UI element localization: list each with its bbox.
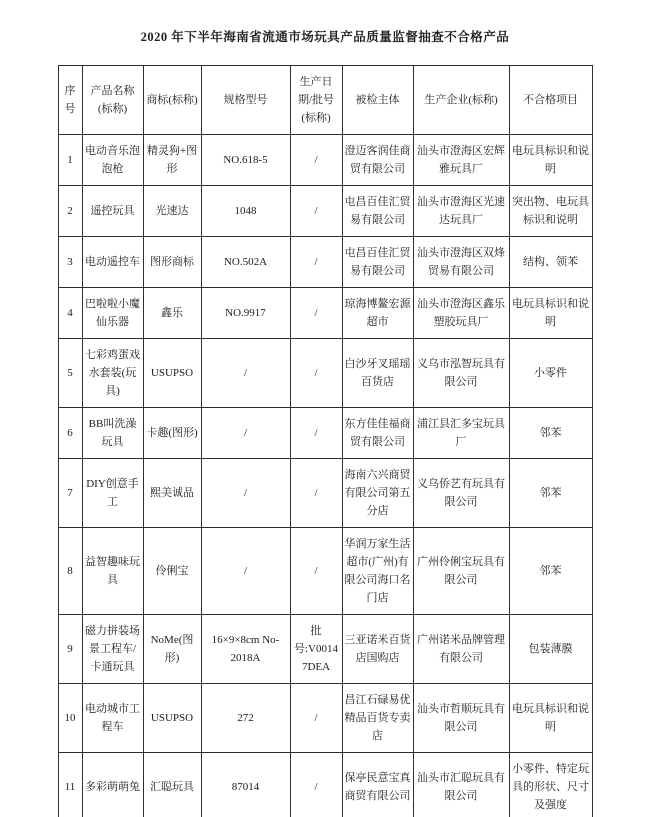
column-header-producer: 生产企业(标称) [413,66,509,135]
table-row [58,528,592,615]
table-row [58,753,592,817]
cell-subject: 白沙牙叉瑶瑶百货店 [342,339,413,408]
cell-batch: / [290,339,342,408]
cell-subject: 屯昌百佳汇贸易有限公司 [342,186,413,237]
cell-producer: 汕头市澄海区宏辉雅玩具厂 [413,135,509,186]
cell-producer: 汕头市澄海区双烽贸易有限公司 [413,237,509,288]
cell-defect: 小零件 [509,339,592,408]
column-header-model: 规格型号 [201,66,290,135]
table-row [58,615,592,684]
cell-serial-number: 6 [58,408,82,459]
cell-brand: 光速达 [143,186,201,237]
cell-serial-number: 10 [58,684,82,753]
cell-brand: 熙美诚品 [143,459,201,528]
cell-defect: 包装薄膜 [509,615,592,684]
cell-serial-number: 1 [58,135,82,186]
cell-batch: / [290,408,342,459]
cell-producer: 浦江县汇多宝玩具厂 [413,408,509,459]
cell-product-name: 遥控玩具 [82,186,143,237]
cell-subject: 三亚诺米百货店国购店 [342,615,413,684]
cell-model: / [201,339,290,408]
cell-product-name: 七彩鸡蛋戏水套装(玩具) [82,339,143,408]
column-header-brand: 商标(标称) [143,66,201,135]
table-row [58,339,592,408]
cell-product-name: 磁力拼装场景工程车/卡通玩具 [82,615,143,684]
cell-batch: / [290,186,342,237]
cell-subject: 澄迈客润佳商贸有限公司 [342,135,413,186]
cell-defect: 邻苯 [509,459,592,528]
cell-model: / [201,528,290,615]
cell-subject: 屯昌百佳汇贸易有限公司 [342,237,413,288]
cell-model: NO.9917 [201,288,290,339]
cell-batch: 批号:V00147DEA [290,615,342,684]
cell-batch: / [290,753,342,817]
cell-subject: 东方佳佳福商贸有限公司 [342,408,413,459]
cell-product-name: 益智趣味玩具 [82,528,143,615]
table-header-row [58,66,592,135]
table-row [58,186,592,237]
cell-producer: 义乌侨艺有玩具有限公司 [413,459,509,528]
page-title: 2020 年下半年海南省流通市场玩具产品质量监督抽查不合格产品 [140,30,510,44]
cell-batch: / [290,528,342,615]
column-header-subject: 被检主体 [342,66,413,135]
cell-model: / [201,459,290,528]
cell-model: 16×9×8cm No-2018A [201,615,290,684]
cell-serial-number: 5 [58,339,82,408]
cell-model: 1048 [201,186,290,237]
cell-batch: / [290,684,342,753]
cell-producer: 义乌市泓智玩具有限公司 [413,339,509,408]
cell-brand: 卡趣(图形) [143,408,201,459]
cell-producer: 广州伶俐宝玩具有限公司 [413,528,509,615]
cell-batch: / [290,459,342,528]
cell-defect: 突出物、电玩具标识和说明 [509,186,592,237]
cell-model: 87014 [201,753,290,817]
cell-batch: / [290,135,342,186]
cell-serial-number: 11 [58,753,82,817]
table-row [58,459,592,528]
cell-brand: USUPSO [143,339,201,408]
cell-producer: 汕头市哲顺玩具有限公司 [413,684,509,753]
cell-defect: 结构、领苯 [509,237,592,288]
cell-product-name: 巴啦啦小魔仙乐器 [82,288,143,339]
cell-product-name: DIY创意手工 [82,459,143,528]
cell-producer: 汕头市汇聪玩具有限公司 [413,753,509,817]
column-header-product-name: 产品名称(标称) [82,66,143,135]
column-header-no: 序号 [58,66,82,135]
cell-subject: 保亭民意宝真商贸有限公司 [342,753,413,817]
cell-producer: 汕头市澄海区光速达玩具厂 [413,186,509,237]
cell-model: NO.502A [201,237,290,288]
cell-serial-number: 9 [58,615,82,684]
cell-serial-number: 3 [58,237,82,288]
cell-serial-number: 4 [58,288,82,339]
cell-product-name: 电动音乐泡泡枪 [82,135,143,186]
table-row [58,288,592,339]
cell-model: 272 [201,684,290,753]
cell-batch: / [290,237,342,288]
column-header-batch: 生产日期/批号(标称) [290,66,342,135]
cell-product-name: BB叫洗澡玩具 [82,408,143,459]
cell-brand: 鑫乐 [143,288,201,339]
cell-brand: NoMe(图形) [143,615,201,684]
inspection-table [58,65,593,817]
cell-brand: 精灵狗+图形 [143,135,201,186]
table-row [58,408,592,459]
cell-producer: 广州诺米品牌管理有限公司 [413,615,509,684]
cell-defect: 电玩具标识和说明 [509,135,592,186]
cell-brand: 伶俐宝 [143,528,201,615]
cell-subject: 琼海博鳌宏源超市 [342,288,413,339]
cell-subject: 海南六兴商贸有限公司第五分店 [342,459,413,528]
cell-product-name: 多彩萌萌兔 [82,753,143,817]
cell-serial-number: 8 [58,528,82,615]
cell-defect: 电玩具标识和说明 [509,288,592,339]
cell-model: / [201,408,290,459]
cell-defect: 小零件、特定玩具的形状、尺寸及强度 [509,753,592,817]
cell-product-name: 电动城市工程车 [82,684,143,753]
cell-defect: 邻苯 [509,528,592,615]
cell-subject: 昌江石碌易优精品百货专卖店 [342,684,413,753]
cell-defect: 电玩具标识和说明 [509,684,592,753]
cell-subject: 华润万家生活超市(广州)有限公司海口名门店 [342,528,413,615]
cell-serial-number: 7 [58,459,82,528]
cell-defect: 邻苯 [509,408,592,459]
column-header-defect: 不合格项目 [509,66,592,135]
cell-model: NO.618-5 [201,135,290,186]
table-row [58,237,592,288]
cell-brand: 汇聪玩具 [143,753,201,817]
table-row [58,684,592,753]
table-row [58,135,592,186]
cell-brand: USUPSO [143,684,201,753]
table-body [58,135,592,817]
cell-product-name: 电动遥控车 [82,237,143,288]
cell-brand: 图形商标 [143,237,201,288]
cell-serial-number: 2 [58,186,82,237]
cell-producer: 汕头市澄海区鑫乐塑胶玩具厂 [413,288,509,339]
cell-batch: / [290,288,342,339]
